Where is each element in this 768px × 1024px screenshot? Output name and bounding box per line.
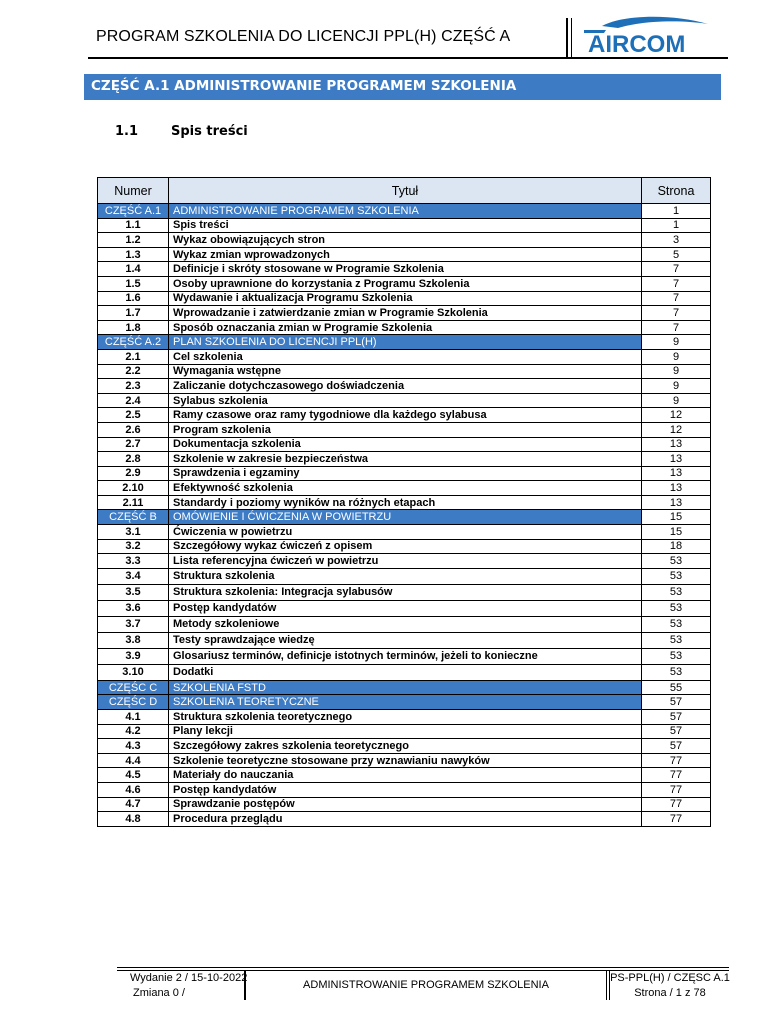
logo-text: AIRCOM [588, 31, 686, 56]
table-row [98, 584, 711, 600]
toc-page-cell: 15 [642, 510, 711, 525]
toc-page-cell: 77 [642, 797, 711, 812]
toc-page-cell: 13 [642, 437, 711, 452]
toc-page-cell: 12 [642, 408, 711, 423]
toc-number-cell: 2.5 [98, 408, 169, 423]
toc-page-cell: 13 [642, 452, 711, 467]
table-row [98, 218, 711, 233]
toc-number-cell: 4.2 [98, 724, 169, 739]
toc-title-cell: Metody szkoleniowe [169, 616, 642, 632]
toc-page-cell: 53 [642, 568, 711, 584]
toc-number-cell: 3.9 [98, 648, 169, 664]
toc-title-cell: Procedura przeglądu [169, 812, 642, 827]
table-row [98, 481, 711, 496]
toc-title-cell: Sprawdzenia i egzaminy [169, 466, 642, 481]
toc-page-cell: 1 [642, 218, 711, 233]
header-rule [88, 57, 728, 59]
toc-number-cell: CZĘŚC D [98, 695, 169, 710]
table-row [98, 568, 711, 584]
toc-title-cell: Dokumentacja szkolenia [169, 437, 642, 452]
table-row [98, 753, 711, 768]
toc-title-cell: Postęp kandydatów [169, 600, 642, 616]
toc-part-row [98, 680, 711, 695]
toc-title-cell: Efektywność szkolenia [169, 481, 642, 496]
toc-number-cell: 4.3 [98, 739, 169, 754]
toc-page-cell: 7 [642, 320, 711, 335]
table-row [98, 291, 711, 306]
toc-number-cell: 1.6 [98, 291, 169, 306]
toc-number-cell: 4.1 [98, 710, 169, 725]
toc-page-cell: 53 [642, 554, 711, 569]
toc-title-cell: Szczegółowy wykaz ćwiczeń z opisem [169, 539, 642, 554]
table-row [98, 664, 711, 680]
toc-page-cell: 77 [642, 812, 711, 827]
toc-title-cell: Wymagania wstępne [169, 364, 642, 379]
toc-number-cell: 3.1 [98, 525, 169, 540]
toc-page-cell: 9 [642, 379, 711, 394]
toc-number-cell: 4.8 [98, 812, 169, 827]
toc-title-cell: Struktura szkolenia: Integracja sylabusów [169, 584, 642, 600]
table-row [98, 276, 711, 291]
toc-header-row [98, 178, 711, 204]
toc-page-cell: 5 [642, 247, 711, 262]
toc-page-cell: 77 [642, 768, 711, 783]
toc-title-cell: Sprawdzanie postępów [169, 797, 642, 812]
toc-title-cell: Postęp kandydatów [169, 783, 642, 798]
table-row [98, 247, 711, 262]
toc-page-cell: 9 [642, 393, 711, 408]
toc-number-cell: 2.9 [98, 466, 169, 481]
column-header-number: Numer [98, 178, 169, 204]
toc-number-cell: 1.3 [98, 247, 169, 262]
toc-title-cell: SZKOLENIA FSTD [169, 680, 642, 695]
table-row [98, 233, 711, 248]
toc-title-cell: Ramy czasowe oraz ramy tygodniowe dla każdego sylabusa [169, 408, 642, 423]
toc-page-cell: 57 [642, 710, 711, 725]
toc-number-cell: 3.4 [98, 568, 169, 584]
toc-title-cell: OMÓWIENIE I ĆWICZENIA W POWIETRZU [169, 510, 642, 525]
toc-part-row [98, 204, 711, 219]
toc-title-cell: Spis treści [169, 218, 642, 233]
section-title: CZĘŚĆ A.1 ADMINISTROWANIE PROGRAMEM SZKOLENIA [91, 78, 517, 94]
toc-number-cell: 1.8 [98, 320, 169, 335]
toc-title-cell: Sposób oznaczania zmian w Programie Szkolenia [169, 320, 642, 335]
toc-part-row [98, 695, 711, 710]
toc-title-cell: Wprowadzanie i zatwierdzanie zmian w Programie Szkolenia [169, 306, 642, 321]
toc-title-cell: Szczegółowy zakres szkolenia teoretycznego [169, 739, 642, 754]
toc-title-cell: Materiały do nauczania [169, 768, 642, 783]
toc-number-cell: 3.8 [98, 632, 169, 648]
toc-page-cell: 77 [642, 753, 711, 768]
table-row [98, 262, 711, 277]
table-row [98, 422, 711, 437]
toc-page-cell: 9 [642, 349, 711, 364]
toc-number-cell: CZĘŚC C [98, 680, 169, 695]
table-row [98, 320, 711, 335]
toc-page-cell: 77 [642, 783, 711, 798]
toc-title-cell: Wydawanie i aktualizacja Programu Szkolenia [169, 291, 642, 306]
toc-number-cell: 4.5 [98, 768, 169, 783]
toc-title-cell: Cel szkolenia [169, 349, 642, 364]
toc-title-cell: Program szkolenia [169, 422, 642, 437]
table-row [98, 783, 711, 798]
table-row [98, 393, 711, 408]
toc-number-cell: 2.10 [98, 481, 169, 496]
table-row [98, 600, 711, 616]
table-row [98, 739, 711, 754]
toc-title-cell: Struktura szkolenia [169, 568, 642, 584]
toc-title-cell: Lista referencyjna ćwiczeń w powietrzu [169, 554, 642, 569]
toc-title-cell: PLAN SZKOLENIA DO LICENCJI PPL(H) [169, 335, 642, 350]
toc-number-cell: 2.6 [98, 422, 169, 437]
toc-page-cell: 53 [642, 584, 711, 600]
toc-title-cell: Struktura szkolenia teoretycznego [169, 710, 642, 725]
toc-page-cell: 13 [642, 466, 711, 481]
toc-body [98, 204, 711, 827]
table-row [98, 306, 711, 321]
toc-number-cell: 4.4 [98, 753, 169, 768]
toc-title-cell: Plany lekcji [169, 724, 642, 739]
table-row [98, 554, 711, 569]
toc-number-cell: 1.1 [98, 218, 169, 233]
toc-number-cell: 2.11 [98, 495, 169, 510]
subheading-title: Spis treści [171, 124, 248, 139]
toc-page-cell: 15 [642, 525, 711, 540]
toc-number-cell: 3.3 [98, 554, 169, 569]
table-row [98, 797, 711, 812]
section-banner [84, 74, 721, 100]
toc-number-cell: 2.1 [98, 349, 169, 364]
toc-number-cell: 3.5 [98, 584, 169, 600]
toc-page-cell: 55 [642, 680, 711, 695]
footer-doc-code: PS-PPL(H) / CZĘSC A.1 [610, 972, 730, 984]
toc-title-cell: Zaliczanie dotychczasowego doświadczenia [169, 379, 642, 394]
toc-page-cell: 13 [642, 481, 711, 496]
toc-title-cell: Glosariusz terminów, definicje istotnych terminów, jeżeli to konieczne [169, 648, 642, 664]
toc-number-cell: 1.4 [98, 262, 169, 277]
toc-number-cell: 3.7 [98, 616, 169, 632]
toc-page-cell: 53 [642, 616, 711, 632]
toc-part-row [98, 510, 711, 525]
table-row [98, 466, 711, 481]
toc-title-cell: ADMINISTROWANIE PROGRAMEM SZKOLENIA [169, 204, 642, 219]
column-header-page: Strona [642, 178, 711, 204]
footer-rule [117, 970, 729, 971]
table-of-contents [97, 177, 711, 827]
toc-title-cell: Definicje i skróty stosowane w Programie Szkolenia [169, 262, 642, 277]
toc-title-cell: Szkolenie teoretyczne stosowane przy wznawianiu nawyków [169, 753, 642, 768]
toc-title-cell: Wykaz zmian wprowadzonych [169, 247, 642, 262]
toc-page-cell: 7 [642, 306, 711, 321]
table-row [98, 616, 711, 632]
toc-page-cell: 57 [642, 724, 711, 739]
footer-page-number: Strona / 1 z 78 [634, 987, 706, 999]
toc-page-cell: 1 [642, 204, 711, 219]
toc-number-cell: 3.2 [98, 539, 169, 554]
toc-title-cell: Osoby uprawnione do korzystania z Programu Szkolenia [169, 276, 642, 291]
toc-part-row [98, 335, 711, 350]
toc-page-cell: 57 [642, 739, 711, 754]
footer-change: Zmiana 0 / [133, 987, 185, 999]
toc-number-cell: 4.7 [98, 797, 169, 812]
toc-number-cell: 2.3 [98, 379, 169, 394]
table-row [98, 539, 711, 554]
footer-rule [117, 967, 729, 968]
toc-title-cell: Sylabus szkolenia [169, 393, 642, 408]
toc-page-cell: 18 [642, 539, 711, 554]
header-divider [566, 18, 568, 58]
toc-page-cell: 53 [642, 648, 711, 664]
toc-page-cell: 53 [642, 632, 711, 648]
toc-number-cell: 2.7 [98, 437, 169, 452]
toc-number-cell: 4.6 [98, 783, 169, 798]
toc-page-cell: 7 [642, 262, 711, 277]
toc-number-cell: 2.8 [98, 452, 169, 467]
toc-title-cell: SZKOLENIA TEORETYCZNE [169, 695, 642, 710]
table-row [98, 632, 711, 648]
toc-number-cell: 1.2 [98, 233, 169, 248]
table-row [98, 710, 711, 725]
table-row [98, 495, 711, 510]
toc-number-cell: 1.5 [98, 276, 169, 291]
toc-number-cell: 3.6 [98, 600, 169, 616]
toc-number-cell: CZĘŚĆ A.2 [98, 335, 169, 350]
table-row [98, 768, 711, 783]
toc-page-cell: 9 [642, 335, 711, 350]
table-row [98, 525, 711, 540]
toc-number-cell: 2.2 [98, 364, 169, 379]
toc-title-cell: Standardy i poziomy wyników na różnych etapach [169, 495, 642, 510]
toc-page-cell: 7 [642, 276, 711, 291]
table-row [98, 452, 711, 467]
toc-title-cell: Testy sprawdzające wiedzę [169, 632, 642, 648]
document-title: PROGRAM SZKOLENIA DO LICENCJI PPL(H) CZĘŚĆ A [96, 28, 511, 45]
table-row [98, 379, 711, 394]
footer-section-name: ADMINISTROWANIE PROGRAMEM SZKOLENIA [303, 979, 549, 991]
footer-edition: Wydanie 2 / 15-10-2022 [130, 972, 248, 984]
toc-page-cell: 12 [642, 422, 711, 437]
table-row [98, 648, 711, 664]
document-header [88, 18, 728, 58]
toc-page-cell: 53 [642, 664, 711, 680]
toc-number-cell: 3.10 [98, 664, 169, 680]
toc-number-cell: 2.4 [98, 393, 169, 408]
toc-title-cell: Ćwiczenia w powietrzu [169, 525, 642, 540]
table-row [98, 364, 711, 379]
toc-page-cell: 7 [642, 291, 711, 306]
table-row [98, 812, 711, 827]
toc-title-cell: Dodatki [169, 664, 642, 680]
toc-number-cell: CZĘŚĆ B [98, 510, 169, 525]
aircom-logo [584, 16, 724, 56]
toc-page-cell: 57 [642, 695, 711, 710]
toc-page-cell: 13 [642, 495, 711, 510]
toc-number-cell: CZĘŚĆ A.1 [98, 204, 169, 219]
toc-page-cell: 9 [642, 364, 711, 379]
toc-page-cell: 53 [642, 600, 711, 616]
table-row [98, 724, 711, 739]
footer-divider [606, 970, 607, 1000]
toc-title-cell: Wykaz obowiązujących stron [169, 233, 642, 248]
toc-title-cell: Szkolenie w zakresie bezpieczeństwa [169, 452, 642, 467]
subheading-number: 1.1 [115, 124, 139, 139]
toc-page-cell: 3 [642, 233, 711, 248]
header-divider [571, 18, 572, 58]
table-row [98, 437, 711, 452]
column-header-title: Tytuł [169, 178, 642, 204]
table-row [98, 349, 711, 364]
table-row [98, 408, 711, 423]
toc-number-cell: 1.7 [98, 306, 169, 321]
